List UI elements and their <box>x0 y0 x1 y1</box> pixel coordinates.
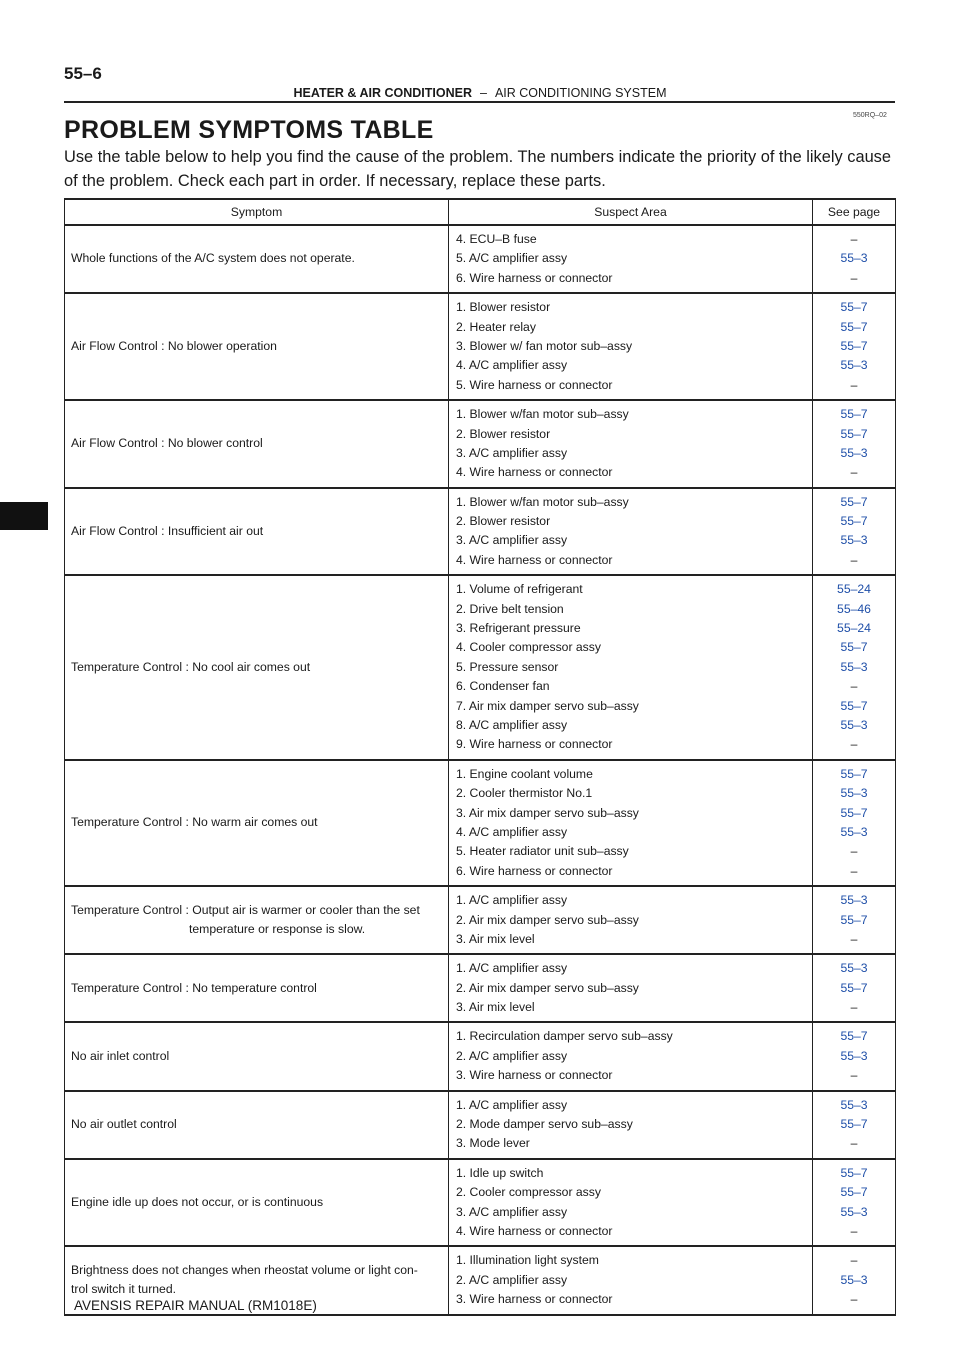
suspect-area-item: 3. A/C amplifier assy <box>456 445 568 460</box>
suspect-area-item: 6. Wire harness or connector <box>456 863 613 878</box>
page-reference-none: – <box>850 1223 858 1238</box>
page-reference-link[interactable]: 55–24 <box>837 582 871 597</box>
table-row <box>65 954 896 1022</box>
page-reference-link[interactable]: 55–7 <box>840 912 868 927</box>
column-header-see-page: See page <box>813 199 896 225</box>
page-reference-link[interactable]: 55–3 <box>840 961 868 976</box>
section-tab-marker <box>0 502 48 530</box>
suspect-area-item: 3. A/C amplifier assy <box>456 1204 568 1219</box>
page-reference-link[interactable]: 55–3 <box>840 1272 868 1287</box>
suspect-area-item: 1. Idle up switch <box>456 1165 544 1180</box>
table-row <box>65 1159 896 1247</box>
suspect-area-cell <box>449 760 813 886</box>
symptom-text: Temperature Control : No temperature control <box>71 980 317 995</box>
symptom-text: Temperature Control : No warm air comes out <box>71 815 318 830</box>
suspect-area-cell <box>449 1091 813 1159</box>
page-reference-none: – <box>850 1136 858 1151</box>
see-page-cell <box>813 293 896 400</box>
suspect-area-item: 4. A/C amplifier assy <box>456 824 568 839</box>
suspect-area-item: 2. Blower resistor <box>456 514 551 529</box>
suspect-area-item: 2. A/C amplifier assy <box>456 1272 568 1287</box>
suspect-area-item: 2. Cooler compressor assy <box>456 1185 601 1200</box>
suspect-area-item: 1. Engine coolant volume <box>456 766 593 781</box>
page-reference-link[interactable]: 55–3 <box>840 786 868 801</box>
see-page-cell <box>813 1022 896 1090</box>
page-reference-link[interactable]: 55–3 <box>840 717 868 732</box>
section-title: HEATER & AIR CONDITIONER <box>293 86 472 100</box>
table-row <box>65 760 896 886</box>
suspect-area-item: 1. Illumination light system <box>456 1253 599 1268</box>
table-row <box>65 1091 896 1159</box>
suspect-area-cell <box>449 488 813 576</box>
running-header <box>0 86 960 100</box>
symptom-cell <box>65 488 449 576</box>
page-reference-link[interactable]: 55–7 <box>840 1185 868 1200</box>
suspect-area-item: 3. Air mix level <box>456 1000 535 1015</box>
document-code: 550RQ–02 <box>853 112 887 119</box>
suspect-area-item: 7. Air mix damper servo sub–assy <box>456 698 639 713</box>
symptom-cell <box>65 225 449 293</box>
page-reference-none: – <box>850 1253 858 1268</box>
suspect-area-item: 2. A/C amplifier assy <box>456 1048 568 1063</box>
suspect-area-item: 2. Heater relay <box>456 319 536 334</box>
see-page-cell <box>813 225 896 293</box>
suspect-area-item: 3. A/C amplifier assy <box>456 533 568 548</box>
page-reference-link[interactable]: 55–3 <box>840 445 868 460</box>
page-reference-link[interactable]: 55–7 <box>840 640 868 655</box>
page-reference-link[interactable]: 55–7 <box>840 426 868 441</box>
page-reference-link[interactable]: 55–3 <box>840 533 868 548</box>
see-page-cell <box>813 400 896 488</box>
see-page-cell <box>813 575 896 760</box>
suspect-area-item: 3. Air mix level <box>456 931 535 946</box>
suspect-area-item: 4. Wire harness or connector <box>456 465 613 480</box>
suspect-area-cell <box>449 225 813 293</box>
suspect-area-item: 1. Volume of refrigerant <box>456 582 583 597</box>
page-reference-none: – <box>850 931 858 946</box>
symptom-text: Temperature Control : Output air is warmer or cooler than the set <box>71 902 420 917</box>
suspect-area-item: 2. Air mix damper servo sub–assy <box>456 980 639 995</box>
page-reference-none: – <box>850 270 858 285</box>
table-body <box>65 225 896 1315</box>
suspect-area-item: 4. A/C amplifier assy <box>456 358 568 373</box>
suspect-area-item: 1. A/C amplifier assy <box>456 893 568 908</box>
table-row <box>65 1022 896 1090</box>
suspect-area-item: 2. Mode damper servo sub–assy <box>456 1117 633 1132</box>
suspect-area-item: 4. Cooler compressor assy <box>456 640 601 655</box>
suspect-area-item: 5. Wire harness or connector <box>456 377 613 392</box>
symptom-cell <box>65 293 449 400</box>
page-reference-link[interactable]: 55–3 <box>840 1204 868 1219</box>
see-page-cell <box>813 760 896 886</box>
symptom-cell <box>65 760 449 886</box>
see-page-cell <box>813 1159 896 1247</box>
suspect-area-item: 2. Cooler thermistor No.1 <box>456 786 593 801</box>
page-reference-none: – <box>850 844 858 859</box>
suspect-area-item: 1. Blower w/fan motor sub–assy <box>456 407 629 422</box>
suspect-area-item: 4. Wire harness or connector <box>456 1223 613 1238</box>
page-reference-none: – <box>850 737 858 752</box>
column-header-symptom: Symptom <box>65 199 449 225</box>
table-row <box>65 488 896 576</box>
suspect-area-item: 4. Wire harness or connector <box>456 552 613 567</box>
header-separator: – <box>479 86 487 100</box>
page-reference-link[interactable]: 55–7 <box>840 805 868 820</box>
suspect-area-item: 1. A/C amplifier assy <box>456 961 568 976</box>
suspect-area-item: 3. Refrigerant pressure <box>456 621 581 636</box>
intro-paragraph: Use the table below to help you find the cause of the problem. The numbers indicate the priority of the likely cause of the problem. Check each part in order. If necessary, replace these parts. <box>64 148 891 190</box>
symptom-text-continued: trol switch it turned. <box>71 1282 176 1297</box>
suspect-area-item: 1. Blower resistor <box>456 300 551 315</box>
page-reference-link[interactable]: 55–7 <box>840 407 868 422</box>
page-reference-link[interactable]: 55–7 <box>840 766 868 781</box>
problem-symptoms-table <box>64 198 896 1316</box>
symptom-text: Air Flow Control : No blower operation <box>71 338 277 353</box>
page-title: PROBLEM SYMPTOMS TABLE <box>64 116 434 144</box>
subsection-title: AIR CONDITIONING SYSTEM <box>494 86 667 100</box>
page-reference-link[interactable]: 55–3 <box>840 893 868 908</box>
table-row <box>65 293 896 400</box>
page-reference-none: – <box>850 1000 858 1015</box>
footer-manual-name: AVENSIS REPAIR MANUAL (RM1018E) <box>74 1298 317 1313</box>
suspect-area-item: 3. Mode lever <box>456 1136 530 1151</box>
suspect-area-cell <box>449 886 813 954</box>
suspect-area-cell <box>449 293 813 400</box>
page-reference-link[interactable]: 55–3 <box>840 358 868 373</box>
page-reference-link[interactable]: 55–7 <box>840 1029 868 1044</box>
page-reference-link[interactable]: 55–46 <box>837 601 871 616</box>
page-reference-link[interactable]: 55–3 <box>840 251 868 266</box>
see-page-cell <box>813 954 896 1022</box>
suspect-area-item: 4. ECU–B fuse <box>456 232 537 246</box>
suspect-area-item: 2. Drive belt tension <box>456 601 564 616</box>
see-page-cell <box>813 886 896 954</box>
suspect-area-item: 1. Blower w/fan motor sub–assy <box>456 494 629 509</box>
symptom-text: Air Flow Control : Insufficient air out <box>71 523 264 538</box>
symptom-text: Whole functions of the A/C system does not operate. <box>71 251 355 266</box>
suspect-area-item: 3. Blower w/ fan motor sub–assy <box>456 338 633 353</box>
symptom-text: Engine idle up does not occur, or is continuous <box>71 1194 324 1209</box>
page-reference-link[interactable]: 55–3 <box>840 1048 868 1063</box>
page-reference-link[interactable]: 55–7 <box>840 698 868 713</box>
suspect-area-cell <box>449 1022 813 1090</box>
symptom-text: Brightness does not changes when rheostat volume or light con- <box>71 1263 418 1278</box>
page-reference-none: – <box>850 863 858 878</box>
page-reference-link[interactable]: 55–7 <box>840 980 868 995</box>
symptom-text: No air inlet control <box>71 1048 170 1063</box>
symptom-cell <box>65 886 449 954</box>
page-reference-none: – <box>850 465 858 480</box>
suspect-area-cell <box>449 1159 813 1247</box>
suspect-area-item: 8. A/C amplifier assy <box>456 717 568 732</box>
page-reference-link[interactable]: 55–7 <box>840 494 868 509</box>
suspect-area-item: 9. Wire harness or connector <box>456 737 613 752</box>
suspect-area-cell <box>449 954 813 1022</box>
suspect-area-item: 6. Wire harness or connector <box>456 270 613 285</box>
page-reference-link[interactable]: 55–3 <box>840 1097 868 1112</box>
page-reference-none: – <box>850 552 858 567</box>
column-header-suspect-area: Suspect Area <box>449 199 813 225</box>
table-row <box>65 575 896 760</box>
symptom-cell <box>65 1022 449 1090</box>
symptom-cell <box>65 1159 449 1247</box>
symptom-cell <box>65 954 449 1022</box>
suspect-area-item: 1. A/C amplifier assy <box>456 1097 568 1112</box>
suspect-area-cell <box>449 575 813 760</box>
page-reference-link[interactable]: 55–7 <box>840 300 868 315</box>
suspect-area-cell <box>449 1246 813 1314</box>
page-reference-link[interactable]: 55–7 <box>840 1165 868 1180</box>
suspect-area-item: 3. Air mix damper servo sub–assy <box>456 805 639 820</box>
suspect-area-item: 5. A/C amplifier assy <box>456 251 568 266</box>
suspect-area-item: 5. Heater radiator unit sub–assy <box>456 844 629 859</box>
symptom-text: No air outlet control <box>71 1117 177 1131</box>
page-reference-link[interactable]: 55–24 <box>837 621 871 636</box>
page-reference-none: – <box>850 679 858 694</box>
table-row <box>65 400 896 488</box>
symptom-text-continued: temperature or response is slow. <box>189 922 366 937</box>
suspect-area-item: 3. Wire harness or connector <box>456 1068 613 1083</box>
see-page-cell <box>813 1246 896 1314</box>
table-row <box>65 886 896 954</box>
page-reference-none: – <box>850 1292 858 1307</box>
page-reference-link[interactable]: 55–3 <box>840 659 868 674</box>
suspect-area-item: 2. Blower resistor <box>456 426 551 441</box>
page-reference-link[interactable]: 55–7 <box>840 1117 868 1132</box>
page-number: 55–6 <box>64 64 102 83</box>
suspect-area-item: 2. Air mix damper servo sub–assy <box>456 912 639 927</box>
symptom-cell <box>65 1091 449 1159</box>
suspect-area-item: 5. Pressure sensor <box>456 659 559 674</box>
suspect-area-item: 3. Wire harness or connector <box>456 1292 613 1307</box>
see-page-cell <box>813 488 896 576</box>
see-page-cell <box>813 1091 896 1159</box>
page-reference-link[interactable]: 55–3 <box>840 824 868 839</box>
page-reference-link[interactable]: 55–7 <box>840 338 868 353</box>
table-row <box>65 225 896 293</box>
symptom-cell <box>65 575 449 760</box>
symptom-cell <box>65 400 449 488</box>
page-reference-none: – <box>850 377 858 392</box>
page-reference-none: – <box>850 1068 858 1083</box>
suspect-area-item: 1. Recirculation damper servo sub–assy <box>456 1029 673 1044</box>
symptom-text: Air Flow Control : No blower control <box>71 436 263 451</box>
page-reference-none: – <box>850 232 858 246</box>
page-reference-link[interactable]: 55–7 <box>840 514 868 529</box>
page-reference-link[interactable]: 55–7 <box>840 319 868 334</box>
header-rule <box>64 101 895 103</box>
suspect-area-item: 6. Condenser fan <box>456 679 550 694</box>
symptom-text: Temperature Control : No cool air comes out <box>71 659 311 674</box>
table-header-row <box>65 199 896 225</box>
suspect-area-cell <box>449 400 813 488</box>
